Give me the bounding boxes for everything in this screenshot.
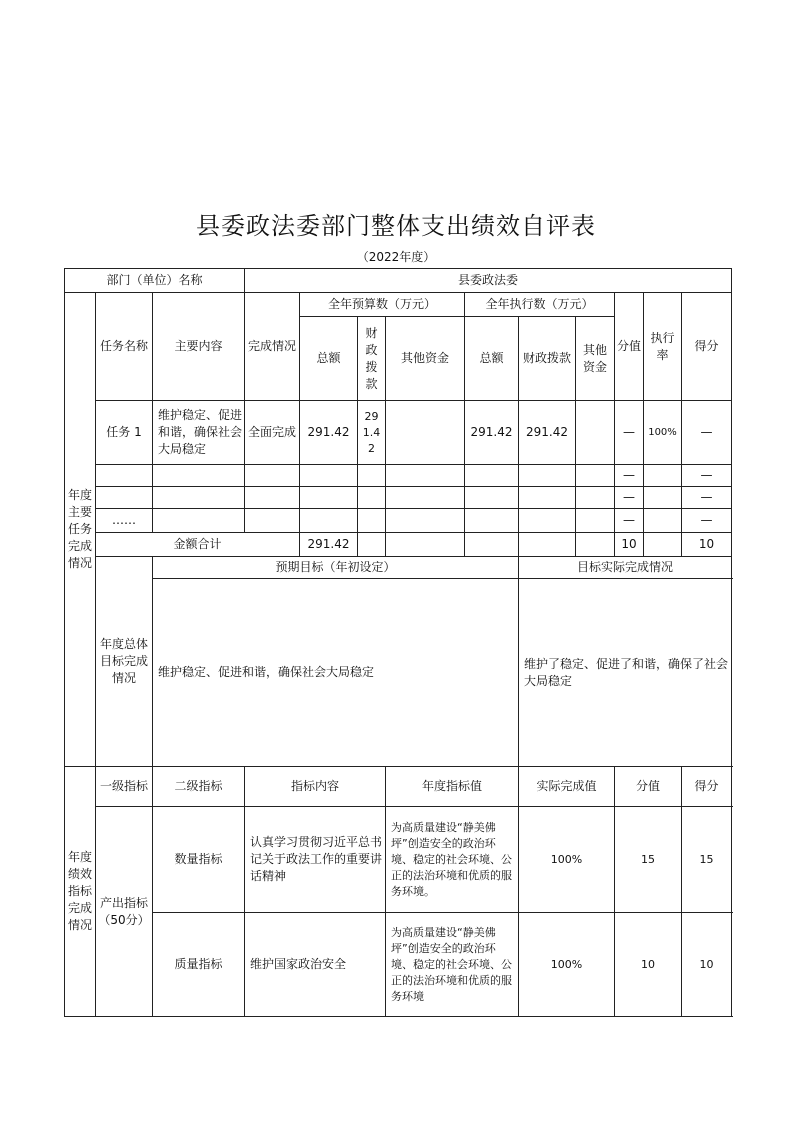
score: — bbox=[682, 509, 732, 533]
table-row bbox=[65, 465, 732, 487]
s3-col-target: 年度指标值 bbox=[386, 767, 519, 807]
s3-col-level1: 一级指标 bbox=[96, 767, 153, 807]
task-name bbox=[96, 465, 153, 487]
score: — bbox=[682, 401, 732, 465]
score-value: — bbox=[615, 487, 644, 509]
s1-col-task: 任务名称 bbox=[96, 293, 153, 401]
s3-side-label: 年度绩效指标完成情况 bbox=[65, 767, 96, 1017]
budget-total: 291.42 bbox=[300, 401, 358, 465]
table-row bbox=[65, 509, 732, 533]
s1-col-content: 主要内容 bbox=[153, 293, 245, 401]
s3-col-actual: 实际完成值 bbox=[519, 767, 615, 807]
score: — bbox=[682, 465, 732, 487]
s1-header-row-1 bbox=[65, 293, 732, 317]
s2-side-label: 年度总体目标完成情况 bbox=[96, 557, 153, 767]
s2-header-row bbox=[65, 557, 732, 579]
exec-total: 291.42 bbox=[465, 401, 519, 465]
s3-col-content: 指标内容 bbox=[245, 767, 386, 807]
s3-actual: 100% bbox=[519, 807, 615, 913]
exec-fiscal: 291.42 bbox=[519, 401, 576, 465]
s3-actual: 100% bbox=[519, 913, 615, 1017]
s3-col-level2: 二级指标 bbox=[153, 767, 245, 807]
task-status: 全面完成 bbox=[245, 401, 300, 465]
task-content: 维护稳定、促进和谐，确保社会大局稳定 bbox=[153, 401, 245, 465]
sum-value: 10 bbox=[615, 533, 644, 557]
table-row bbox=[65, 487, 732, 509]
s1-col-score: 得分 bbox=[682, 293, 732, 401]
s3-content: 维护国家政治安全 bbox=[245, 913, 386, 1017]
score: — bbox=[682, 487, 732, 509]
s3-col-score: 得分 bbox=[682, 767, 732, 807]
sum-row bbox=[65, 533, 732, 557]
page-title: 县委政法委部门整体支出绩效自评表 bbox=[196, 212, 596, 240]
table-row bbox=[65, 913, 732, 1017]
s1-exec-group: 全年执行数（万元） bbox=[465, 293, 615, 317]
table-row bbox=[65, 807, 732, 913]
budget-other bbox=[386, 401, 465, 465]
score-value: — bbox=[615, 509, 644, 533]
exec-rate: 100% bbox=[644, 401, 682, 465]
s1-col-other: 其他资金 bbox=[386, 317, 465, 401]
task-name: …… bbox=[96, 509, 153, 533]
dept-label: 部门（单位）名称 bbox=[65, 269, 245, 293]
s2-body-row bbox=[65, 579, 732, 767]
s1-col-total: 总额 bbox=[300, 317, 358, 401]
score-value: — bbox=[615, 401, 644, 465]
s1-col-total-exec: 总额 bbox=[465, 317, 519, 401]
s3-value: 15 bbox=[615, 807, 682, 913]
s3-level1: 产出指标（50分） bbox=[96, 807, 153, 1017]
s2-actual-header: 目标实际完成情况 bbox=[519, 557, 732, 579]
s3-target: 为高质量建设“静美佛坪”创造安全的政治环境、稳定的社会环境、公正的法治环境和优质的服务环境 bbox=[386, 913, 519, 1017]
dept-row bbox=[65, 269, 732, 293]
s1-side-label: 年度主要任务完成情况 bbox=[65, 293, 96, 767]
s1-col-score-value: 分值 bbox=[615, 293, 644, 401]
evaluation-table bbox=[64, 268, 732, 1017]
s1-budget-group: 全年预算数（万元） bbox=[300, 293, 465, 317]
sum-score: 10 bbox=[682, 533, 732, 557]
s1-col-exec-rate: 执行率 bbox=[644, 293, 682, 401]
s3-content: 认真学习贯彻习近平总书记关于政法工作的重要讲话精神 bbox=[245, 807, 386, 913]
s3-value: 10 bbox=[615, 913, 682, 1017]
s3-score: 10 bbox=[682, 913, 732, 1017]
s2-expected-header: 预期目标（年初设定） bbox=[153, 557, 519, 579]
s3-header-row bbox=[65, 767, 732, 807]
dept-value: 县委政法委 bbox=[245, 269, 732, 293]
s3-col-value: 分值 bbox=[615, 767, 682, 807]
task-name: 任务 1 bbox=[96, 401, 153, 465]
s3-score: 15 bbox=[682, 807, 732, 913]
s3-level2: 数量指标 bbox=[153, 807, 245, 913]
task-name bbox=[96, 487, 153, 509]
exec-other bbox=[576, 401, 615, 465]
score-value: — bbox=[615, 465, 644, 487]
s2-actual: 维护了稳定、促进了和谐，确保了社会大局稳定 bbox=[519, 579, 732, 767]
s3-level2: 质量指标 bbox=[153, 913, 245, 1017]
page-subtitle: （2022年度） bbox=[356, 250, 436, 264]
s1-col-other-exec: 其他资金 bbox=[576, 317, 615, 401]
sum-total: 291.42 bbox=[300, 533, 358, 557]
s1-col-fiscal-budget: 财政拨款 bbox=[358, 317, 386, 401]
s1-col-status: 完成情况 bbox=[245, 293, 300, 401]
s1-col-fiscal-exec: 财政拨款 bbox=[519, 317, 576, 401]
sum-label: 金额合计 bbox=[96, 533, 300, 557]
s2-expected: 维护稳定、促进和谐，确保社会大局稳定 bbox=[153, 579, 519, 767]
budget-fiscal: 291.42 bbox=[358, 401, 386, 465]
table-row bbox=[65, 401, 732, 465]
s3-target: 为高质量建设“静美佛坪”创造安全的政治环境、稳定的社会环境、公正的法治环境和优质的服务环境。 bbox=[386, 807, 519, 913]
